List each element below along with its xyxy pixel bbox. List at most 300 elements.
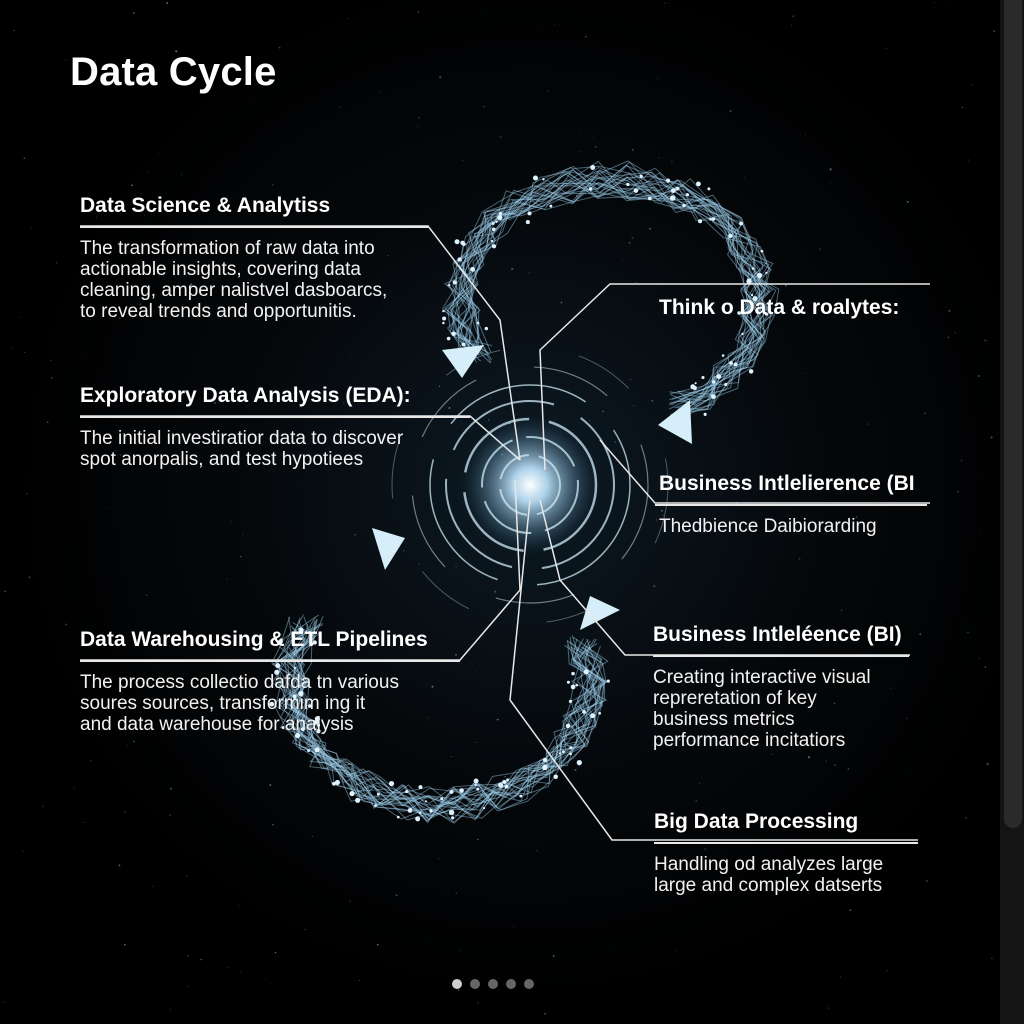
network-node [429, 809, 432, 812]
star [632, 149, 634, 151]
star [118, 864, 120, 866]
star [240, 971, 241, 972]
section-body [80, 238, 460, 322]
star [272, 184, 274, 186]
star [544, 1013, 546, 1015]
network-node [701, 376, 704, 379]
star [589, 420, 590, 421]
star [497, 719, 499, 721]
star [623, 88, 624, 89]
network-node [739, 222, 743, 226]
star [200, 959, 201, 960]
network-node [569, 753, 572, 756]
network-node [498, 783, 503, 788]
network-node [543, 758, 547, 762]
section-data-science [80, 194, 460, 322]
star [23, 851, 24, 852]
star [166, 2, 168, 4]
star [677, 951, 678, 952]
star [965, 817, 967, 819]
network-node [549, 205, 552, 208]
network-node [569, 746, 572, 749]
star [477, 1002, 479, 1004]
star [978, 375, 980, 377]
body-line: repreretation of key [653, 688, 817, 709]
star [704, 549, 705, 550]
star [841, 610, 842, 611]
arrow-icon [372, 528, 405, 570]
star [924, 412, 926, 414]
network-node [408, 808, 413, 813]
star [521, 229, 522, 230]
network-node [584, 669, 589, 674]
star [881, 132, 882, 133]
star [732, 164, 733, 165]
network-node [332, 782, 336, 786]
star [430, 69, 431, 70]
star [238, 905, 239, 906]
star [359, 980, 360, 981]
star [19, 348, 20, 349]
star [65, 59, 66, 60]
star [695, 800, 697, 802]
star [636, 282, 637, 283]
star [593, 138, 594, 139]
body-line: The initial investiratior data to discover [80, 428, 404, 449]
star [13, 251, 14, 252]
network-node [582, 710, 586, 714]
star [830, 182, 831, 183]
star [29, 576, 31, 578]
star [993, 30, 995, 32]
network-node [483, 807, 485, 809]
section-bi [653, 623, 913, 751]
star [730, 110, 732, 112]
star [47, 421, 49, 423]
star [554, 24, 555, 25]
star [580, 151, 581, 152]
network-node [462, 343, 466, 347]
network-node [698, 219, 702, 223]
star [351, 358, 352, 359]
network-node [577, 760, 582, 765]
body-line: Creating interactive visual [653, 667, 871, 688]
section-heading: Data Warehousing & ETL Pipelines [80, 628, 428, 651]
star [131, 184, 133, 186]
star [888, 352, 889, 353]
star [805, 373, 806, 374]
star [271, 983, 272, 984]
network-node [499, 212, 502, 215]
star [512, 925, 514, 927]
divider [653, 655, 909, 657]
network-node [682, 204, 685, 207]
network-strand [455, 165, 771, 421]
star [471, 548, 473, 550]
star [276, 599, 277, 600]
star [455, 566, 457, 568]
network-node [474, 778, 479, 783]
star [379, 92, 380, 93]
star [269, 784, 271, 786]
star [950, 774, 951, 775]
star [886, 970, 887, 971]
star [146, 595, 147, 596]
star [511, 268, 513, 270]
section-big-data [654, 810, 920, 896]
star [979, 5, 980, 6]
star [699, 783, 700, 784]
star [253, 485, 254, 486]
star [71, 227, 72, 228]
star [528, 965, 529, 966]
star [561, 302, 563, 304]
network-node [542, 765, 548, 771]
star [254, 101, 255, 102]
star [704, 15, 705, 16]
star [830, 168, 832, 170]
network-node [752, 267, 755, 270]
arrow-icon [442, 345, 484, 378]
body-line: soures sources, transformim ing it [80, 693, 366, 714]
star [200, 540, 201, 541]
network-node [440, 797, 443, 800]
network-node [690, 384, 695, 389]
page-dot-4[interactable] [506, 979, 516, 989]
star [443, 518, 444, 519]
star [0, 498, 1, 499]
network-node [666, 178, 670, 182]
star [566, 187, 568, 189]
star [403, 550, 404, 551]
network-node [492, 222, 495, 225]
network-node [648, 197, 652, 201]
network-node [607, 679, 610, 682]
star [536, 850, 538, 852]
star [3, 1001, 5, 1003]
network-node [477, 322, 480, 325]
star [418, 117, 419, 118]
star [4, 590, 6, 592]
network-node [502, 780, 506, 784]
star [615, 441, 616, 442]
star [671, 161, 672, 162]
network-node [526, 220, 530, 224]
star [536, 863, 537, 864]
network-node [749, 369, 754, 374]
network-node [670, 195, 676, 201]
star [24, 352, 25, 353]
network-node [419, 812, 421, 814]
star [377, 944, 379, 946]
divider [80, 226, 428, 228]
star [894, 582, 895, 583]
star [968, 159, 969, 160]
star [438, 858, 439, 859]
network-node [447, 337, 451, 341]
star [909, 771, 910, 772]
star [484, 106, 485, 107]
star [133, 741, 134, 742]
star [148, 171, 149, 172]
star [124, 944, 126, 946]
page-dot-1[interactable] [452, 979, 462, 989]
star [849, 909, 851, 911]
star [418, 563, 420, 565]
network-node [377, 793, 380, 796]
star [279, 47, 281, 49]
star [987, 763, 989, 765]
star [230, 521, 232, 523]
network-node [418, 785, 422, 789]
star [153, 886, 154, 887]
star [825, 760, 826, 761]
page-title: Data Cycle [70, 50, 277, 94]
star [585, 36, 586, 37]
network-node [712, 380, 715, 383]
network-node [492, 227, 496, 231]
network-node [485, 327, 488, 330]
section-heading: Think o Data & roalytes: [659, 296, 900, 319]
star [348, 18, 349, 19]
star [885, 47, 887, 49]
star [547, 338, 548, 339]
star [276, 361, 277, 362]
star [247, 772, 248, 773]
network-node [761, 250, 764, 253]
section-heading: Data Science & Analytiss [80, 194, 331, 217]
network-node [449, 810, 454, 815]
network-node [506, 778, 509, 781]
star [743, 176, 745, 178]
body-line: and data warehouse for analysis [80, 714, 354, 735]
divider [80, 416, 470, 418]
network-node [634, 188, 639, 193]
star [186, 876, 187, 877]
star [488, 419, 489, 420]
star [991, 958, 992, 959]
page-dot-3[interactable] [488, 979, 498, 989]
star [242, 534, 243, 535]
network-node [711, 394, 716, 399]
star [188, 986, 189, 987]
star [548, 90, 550, 92]
section-eda [80, 384, 480, 470]
star [792, 15, 794, 17]
network-node [712, 217, 716, 221]
star [51, 377, 52, 378]
star [169, 814, 170, 815]
network-node [559, 752, 561, 754]
network-node [571, 685, 574, 688]
star [595, 146, 597, 148]
star [919, 633, 921, 635]
star [610, 393, 611, 394]
network-node [462, 242, 466, 246]
star [148, 899, 149, 900]
star [643, 961, 644, 962]
network-node [451, 816, 454, 819]
star [805, 134, 806, 135]
network-node [569, 700, 572, 703]
star [181, 174, 183, 176]
scrollbar-thumb[interactable] [1004, 0, 1022, 828]
star [328, 522, 329, 523]
section-body [80, 672, 480, 735]
star [159, 153, 160, 154]
star [50, 360, 51, 361]
star [477, 839, 478, 840]
star [771, 753, 773, 755]
star [630, 379, 631, 380]
body-line: business metrics [653, 709, 795, 730]
section-heading: Business Intlelierence (BI [659, 472, 915, 495]
network-node [425, 800, 427, 802]
network-node [598, 712, 601, 715]
star [542, 25, 543, 26]
star [418, 11, 419, 12]
network-node [686, 193, 689, 196]
star [955, 332, 956, 333]
section-heading: Business Intleléence (BI) [653, 623, 902, 646]
star [933, 2, 934, 3]
star [553, 955, 555, 957]
body-line: performance incitatiors [653, 730, 846, 751]
network-node [571, 672, 575, 676]
network-node [495, 221, 497, 223]
network-node [405, 790, 408, 793]
star [808, 756, 810, 758]
star [828, 1007, 830, 1009]
body-line: The transformation of raw data into [80, 238, 375, 259]
star [972, 292, 973, 293]
star [482, 9, 483, 10]
star [862, 583, 863, 584]
network-node [707, 187, 710, 190]
star [978, 658, 979, 659]
star [451, 756, 452, 757]
page-dot-5[interactable] [524, 979, 534, 989]
star [490, 397, 491, 398]
pagination-dots [452, 979, 534, 989]
star [112, 336, 113, 337]
star [57, 205, 58, 206]
star [655, 519, 657, 521]
network-node [442, 322, 445, 325]
page-dot-2[interactable] [470, 979, 480, 989]
body-line: large and complex datserts [654, 875, 883, 896]
network-strand [445, 166, 754, 413]
body-line: Handling od analyzes large [654, 854, 884, 875]
star [83, 822, 84, 823]
network-node [533, 176, 538, 181]
network-node [696, 181, 701, 186]
star [637, 670, 638, 671]
star [974, 182, 975, 183]
network-node [734, 362, 738, 366]
network-node [704, 413, 707, 416]
section-heading: Exploratory Data Analysis (EDA): [80, 384, 411, 407]
star [990, 436, 992, 438]
network-node [553, 774, 558, 779]
star [948, 310, 950, 312]
divider [80, 660, 460, 662]
star [275, 952, 277, 954]
star [459, 950, 461, 952]
star [187, 955, 189, 957]
network-node [575, 684, 578, 687]
star [790, 140, 791, 141]
network-node [716, 374, 721, 379]
star [715, 85, 716, 86]
network-node [765, 272, 767, 274]
network-node [355, 798, 360, 803]
star [240, 556, 242, 558]
upper-network-loop [442, 161, 779, 422]
star [494, 53, 495, 54]
network-strand [448, 161, 770, 395]
star [802, 422, 803, 423]
section-body [80, 428, 480, 470]
star [962, 107, 963, 108]
star [81, 147, 82, 148]
star [669, 3, 670, 4]
star [984, 339, 986, 341]
star [606, 676, 607, 677]
star [107, 508, 108, 509]
star [488, 300, 489, 301]
network-node [746, 278, 751, 283]
section-body [659, 516, 931, 537]
star [73, 787, 75, 789]
network-node [640, 175, 643, 178]
network-node [562, 750, 565, 753]
network-node [374, 804, 377, 807]
star [30, 228, 32, 230]
star [11, 348, 13, 350]
star [457, 989, 459, 991]
network-node [505, 785, 509, 789]
divider [655, 504, 927, 506]
star [980, 530, 981, 531]
star [490, 574, 491, 575]
network-node [474, 784, 477, 787]
star [57, 739, 58, 740]
star [349, 901, 351, 903]
star [494, 591, 496, 593]
network-node [722, 354, 725, 357]
network-node [728, 234, 732, 238]
star [26, 493, 28, 495]
star [611, 945, 612, 946]
star [791, 25, 792, 26]
body-line: spot anorpalis, and test hypotiees [80, 449, 364, 470]
star [657, 78, 658, 79]
network-node [729, 361, 733, 365]
star [574, 769, 576, 771]
network-node [459, 788, 464, 793]
star [155, 612, 156, 613]
star [13, 30, 14, 31]
star [19, 316, 21, 318]
star [139, 167, 140, 168]
body-line: Thedbience Daibiorarding [659, 516, 877, 537]
star [272, 824, 274, 826]
divider [654, 842, 918, 844]
star [819, 248, 821, 250]
star [651, 400, 653, 402]
star [619, 102, 620, 103]
